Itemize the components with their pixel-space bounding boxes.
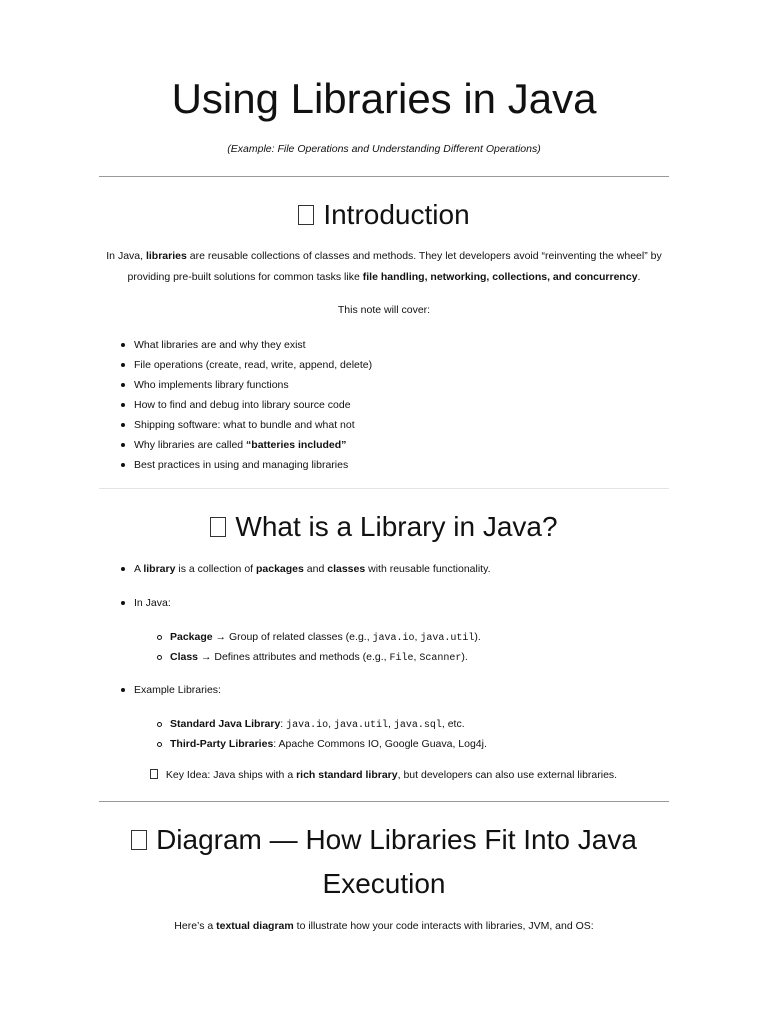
text-run: , etc. xyxy=(441,718,465,730)
library-bullet-list xyxy=(120,593,171,613)
bold-text: file handling, networking, collections, and concurrency xyxy=(362,271,638,283)
list-item xyxy=(120,559,491,579)
text-run: , xyxy=(328,718,334,730)
bold-text: rich standard library xyxy=(296,769,398,781)
sub-list-item xyxy=(156,647,481,667)
text-run: with reusable functionality. xyxy=(365,563,491,575)
divider xyxy=(99,488,669,489)
code-text: java.io xyxy=(286,720,329,731)
code-text: Scanner xyxy=(419,653,462,664)
list-item: Example Libraries: xyxy=(120,680,221,700)
intro-bullet-list xyxy=(120,335,372,475)
bold-text: textual diagram xyxy=(216,920,294,932)
section-heading-text: Introduction xyxy=(323,199,470,230)
bold-text: Class xyxy=(170,651,199,663)
bold-text: libraries xyxy=(145,250,187,262)
section-heading-text: Diagram — How Libraries Fit Into Java Execution xyxy=(156,824,637,899)
code-text: java.util xyxy=(420,633,475,644)
bold-text: “batteries included” xyxy=(246,439,347,451)
example-libraries-sublist xyxy=(156,714,487,754)
sub-list-item xyxy=(156,734,487,754)
section-heading-text: What is a Library in Java? xyxy=(235,511,558,542)
text-run: ). xyxy=(461,651,468,663)
package-class-sublist xyxy=(156,627,481,667)
intro-paragraph xyxy=(90,246,678,288)
text-run: . xyxy=(637,271,641,283)
divider xyxy=(99,801,669,802)
missing-glyph-icon xyxy=(150,769,158,779)
diagram-intro-paragraph xyxy=(0,916,768,937)
sub-list-item xyxy=(156,627,481,647)
bold-text: Third-Party Libraries xyxy=(170,738,274,750)
list-item: Best practices in using and managing libraries xyxy=(120,455,372,475)
text-run: and xyxy=(303,563,328,575)
text-run: : xyxy=(280,718,287,730)
list-item: In Java: xyxy=(120,593,171,613)
text-run: are reusable collections of classes and methods. They let developers avoid “reinventing the wheel” by providing pre-built solutions for common tasks like xyxy=(127,250,662,283)
text-run: A xyxy=(134,563,144,575)
library-bullet-list xyxy=(120,559,491,579)
library-bullet-list xyxy=(120,680,221,700)
section-heading-library xyxy=(0,505,768,549)
code-text: java.sql xyxy=(393,720,442,731)
text-run: Why libraries are called xyxy=(134,439,247,451)
code-text: java.io xyxy=(372,633,415,644)
list-item: What libraries are and why they exist xyxy=(120,335,372,355)
code-text: File xyxy=(389,653,414,664)
text-run: Here’s a xyxy=(174,920,217,932)
bold-text: classes xyxy=(327,563,366,575)
text-run: : Apache Commons IO, Google Guava, Log4j. xyxy=(273,738,487,750)
text-run: In Java, xyxy=(106,250,146,262)
text-run: , but developers can also use external libraries. xyxy=(397,769,618,781)
bold-text: Package xyxy=(170,631,213,643)
section-heading-introduction xyxy=(0,193,768,237)
text-run: , xyxy=(413,651,420,663)
list-item xyxy=(120,435,372,455)
text-run: is a collection of xyxy=(175,563,256,575)
text-run: , xyxy=(414,631,421,643)
missing-glyph-icon xyxy=(131,830,147,850)
list-item: Who implements library functions xyxy=(120,375,372,395)
divider xyxy=(99,176,669,177)
text-run: → Defines attributes and methods (e.g., xyxy=(198,651,390,663)
missing-glyph-icon xyxy=(210,517,226,537)
text-run: → Group of related classes (e.g., xyxy=(212,631,373,643)
bold-text: Standard Java Library xyxy=(170,718,281,730)
list-item: Shipping software: what to bundle and what not xyxy=(120,415,372,435)
text-run: Key Idea: Java ships with a xyxy=(163,769,297,781)
list-item: File operations (create, read, write, append, delete) xyxy=(120,355,372,375)
missing-glyph-icon xyxy=(298,205,314,225)
sub-list-item xyxy=(156,714,487,734)
page-title: Using Libraries in Java xyxy=(171,75,597,122)
bold-text: library xyxy=(143,563,176,575)
section-heading-diagram xyxy=(90,818,678,906)
text-run: , xyxy=(388,718,394,730)
text-run: to illustrate how your code interacts with libraries, JVM, and OS: xyxy=(293,920,594,932)
key-idea-note xyxy=(150,765,617,785)
page-subtitle: (Example: File Operations and Understanding Different Operations) xyxy=(227,143,541,155)
list-item: How to find and debug into library source code xyxy=(120,395,372,415)
bold-text: packages xyxy=(256,563,304,575)
intro-cover-line: This note will cover: xyxy=(337,304,431,316)
text-run: ). xyxy=(474,631,481,643)
code-text: java.util xyxy=(334,720,389,731)
